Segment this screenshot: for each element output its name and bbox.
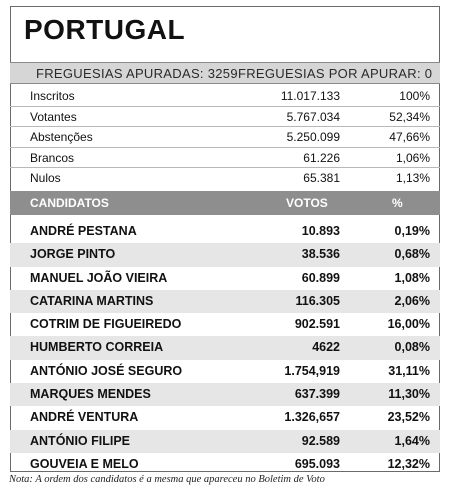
candidate-votes: 902.591 — [294, 317, 340, 332]
header-percent: % — [392, 196, 403, 210]
stat-label: Votantes — [30, 109, 77, 124]
candidate-row — [10, 430, 440, 453]
candidate-percent: 11,30% — [388, 387, 430, 402]
stat-value: 61.226 — [303, 150, 340, 165]
stat-percent: 1,13% — [395, 171, 430, 186]
candidate-percent: 2,06% — [394, 293, 430, 308]
stat-value: 5.250.099 — [286, 130, 340, 145]
stat-label: Abstenções — [30, 130, 93, 145]
candidate-name: MARQUES MENDES — [30, 387, 151, 402]
candidate-percent: 1,64% — [394, 433, 430, 448]
candidate-row — [10, 290, 440, 313]
candidate-row — [10, 336, 440, 359]
candidate-percent: 16,00% — [387, 317, 430, 332]
parishes-pending: FREGUESIAS POR APURAR: 0 — [238, 66, 433, 81]
candidate-votes: 38.536 — [301, 247, 340, 262]
candidate-row — [10, 220, 440, 243]
stat-value: 5.767.034 — [286, 109, 340, 124]
stat-row-brancos — [10, 148, 440, 169]
stat-percent: 52,34% — [389, 109, 430, 124]
header-votes: VOTOS — [286, 196, 328, 210]
candidate-percent: 0,19% — [394, 224, 430, 238]
candidate-name: ANTÓNIO JOSÉ SEGURO — [30, 363, 183, 378]
footnote: Nota: A ordem dos candidatos é a mesma que apareceu no Boletim de Voto — [9, 474, 325, 485]
stat-label: Inscritos — [30, 89, 75, 103]
stat-row-inscritos — [10, 86, 440, 107]
page-title: PORTUGAL — [24, 14, 186, 45]
candidate-row — [10, 243, 440, 266]
candidate-name: ANDRÉ PESTANA — [30, 224, 137, 238]
candidate-row — [10, 267, 440, 290]
candidate-votes: 1.754,919 — [284, 363, 340, 378]
stat-percent: 1,06% — [395, 150, 430, 165]
candidate-name: ANDRÉ VENTURA — [30, 410, 139, 425]
candidate-name: JORGE PINTO — [30, 247, 116, 262]
candidates-table — [10, 220, 440, 476]
stat-percent: 100% — [399, 89, 430, 103]
candidate-name: ANTÓNIO FILIPE — [30, 433, 130, 448]
candidate-votes: 1.326,657 — [284, 410, 340, 425]
stat-value: 11.017.133 — [280, 89, 340, 103]
stat-value: 65.381 — [303, 171, 340, 186]
stat-percent: 47,66% — [389, 130, 430, 145]
candidate-row — [10, 406, 440, 429]
parishes-counted: FREGUESIAS APURADAS: 3259 — [36, 66, 238, 81]
candidate-percent: 1,08% — [394, 270, 430, 285]
stat-row-abstencoes — [10, 127, 440, 148]
candidate-name: COTRIM DE FIGUEIREDO — [30, 317, 182, 332]
candidate-row — [10, 360, 440, 383]
candidate-votes: 637.399 — [294, 387, 340, 402]
candidate-name: GOUVEIA E MELO — [30, 456, 139, 471]
candidate-votes: 92.589 — [301, 433, 340, 448]
candidate-percent: 31,11% — [388, 363, 430, 378]
candidate-percent: 23,52% — [387, 410, 430, 425]
header-candidates: CANDIDATOS — [30, 196, 109, 210]
candidate-percent: 12,32% — [387, 456, 430, 471]
stat-label: Nulos — [30, 171, 61, 186]
candidate-votes: 695.093 — [294, 456, 340, 471]
candidate-votes: 4622 — [312, 340, 340, 355]
candidate-row — [10, 383, 440, 406]
candidate-percent: 0,68% — [394, 247, 430, 262]
candidate-row — [10, 453, 440, 476]
stat-row-votantes — [10, 107, 440, 128]
candidates-table-header — [10, 191, 440, 215]
candidate-name: MANUEL JOÃO VIEIRA — [30, 270, 168, 285]
candidate-votes: 10.893 — [301, 224, 340, 238]
candidate-votes: 60.899 — [301, 270, 340, 285]
stat-label: Brancos — [30, 150, 75, 165]
parishes-status-bar — [10, 62, 440, 84]
stat-row-nulos — [10, 168, 440, 189]
candidate-name: CATARINA MARTINS — [30, 293, 154, 308]
candidate-name: HUMBERTO CORREIA — [30, 340, 164, 355]
candidate-votes: 116.305 — [295, 293, 340, 308]
candidate-percent: 0,08% — [394, 340, 430, 355]
turnout-stats-table — [10, 86, 440, 189]
candidate-row — [10, 313, 440, 336]
